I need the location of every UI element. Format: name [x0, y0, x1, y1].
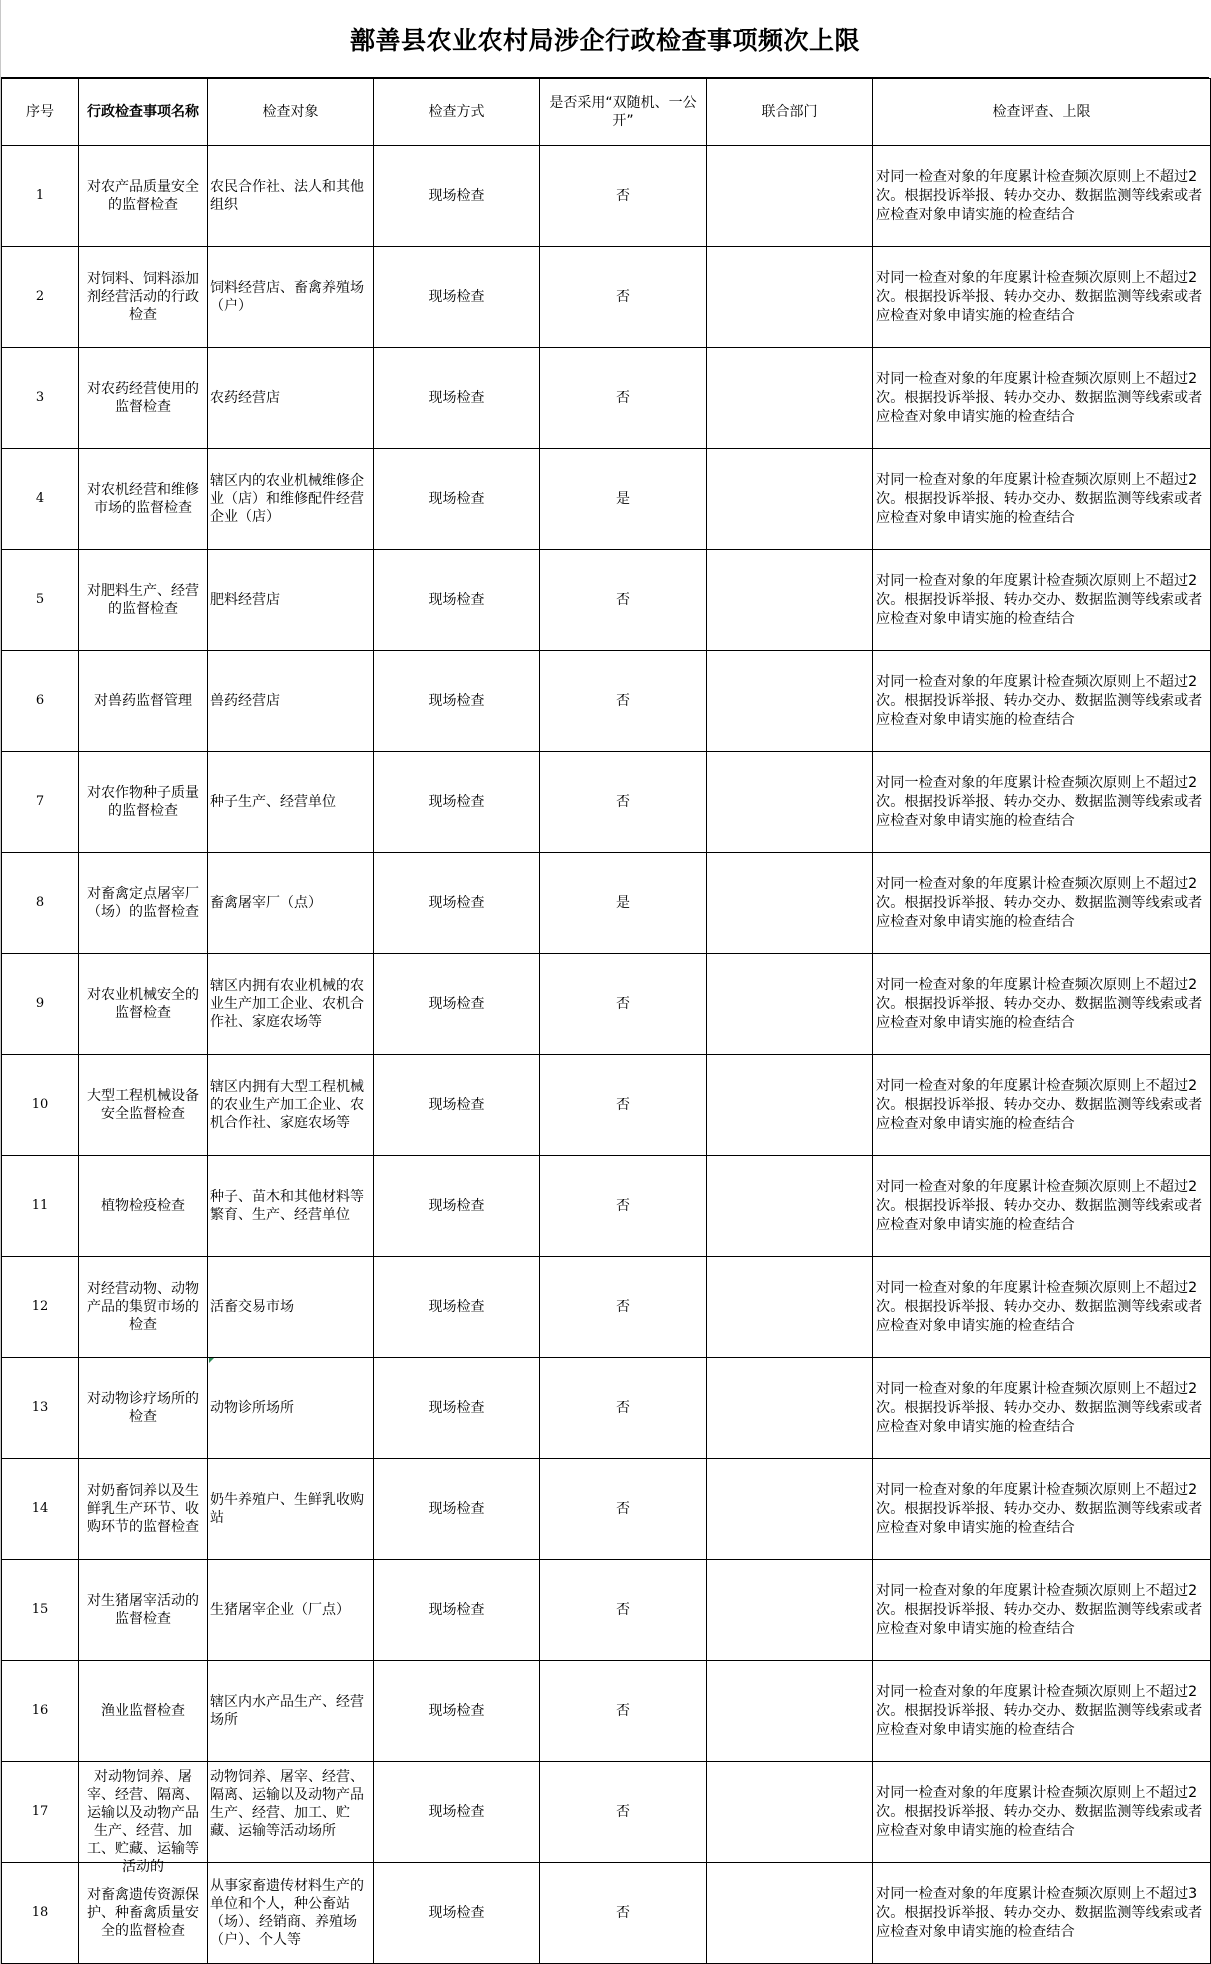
cell-method: 现场检查 [374, 1863, 540, 1964]
cell-limit: 对同一检查对象的年度累计检查频次原则上不超过2次。根据投诉举报、转办交办、数据监测等线索或者应检查对象申请实施的检查结合 [873, 550, 1211, 651]
cell-item-name: 对兽药监督管理 [79, 651, 208, 752]
cell-item-name: 对农作物种子质量的监督检查 [79, 752, 208, 853]
cell-dept [707, 1459, 873, 1560]
table-row [2, 1459, 1211, 1560]
table-row [2, 1762, 1211, 1863]
cell-item-name: 渔业监督检查 [79, 1661, 208, 1762]
cell-limit: 对同一检查对象的年度累计检查频次原则上不超过2次。根据投诉举报、转办交办、数据监测等线索或者应检查对象申请实施的检查结合 [873, 1560, 1211, 1661]
cell-object: 农药经营店 [208, 348, 374, 449]
cell-no: 1 [2, 146, 79, 247]
cell-item-name: 对农业机械安全的监督检查 [79, 954, 208, 1055]
cell-method: 现场检查 [374, 651, 540, 752]
cell-no: 7 [2, 752, 79, 853]
cell-object: 生猪屠宰企业（厂点） [208, 1560, 374, 1661]
cell-random: 否 [540, 1055, 707, 1156]
cell-no: 17 [2, 1762, 79, 1863]
cell-limit: 对同一检查对象的年度累计检查频次原则上不超过2次。根据投诉举报、转办交办、数据监测等线索或者应检查对象申请实施的检查结合 [873, 853, 1211, 954]
cell-item-name: 对动物诊疗场所的检查 [79, 1358, 208, 1459]
table-row [2, 550, 1211, 651]
cell-dept [707, 247, 873, 348]
cell-object-text: 动物饲养、屠宰、经营、隔离、运输以及动物产品生产、经营、加工、贮藏、运输等活动场所 [210, 1769, 364, 1839]
cell-no: 2 [2, 247, 79, 348]
cell-no: 4 [2, 449, 79, 550]
cell-dept [707, 1661, 873, 1762]
cell-item-name: 对农产品质量安全的监督检查 [79, 146, 208, 247]
cell-method: 现场检查 [374, 1661, 540, 1762]
cell-method: 现场检查 [374, 146, 540, 247]
cell-method: 现场检查 [374, 247, 540, 348]
cell-random: 否 [540, 1257, 707, 1358]
cell-limit: 对同一检查对象的年度累计检查频次原则上不超过2次。根据投诉举报、转办交办、数据监测等线索或者应检查对象申请实施的检查结合 [873, 1156, 1211, 1257]
cell-method: 现场检查 [374, 752, 540, 853]
cell-object [208, 1762, 374, 1863]
cell-item-name: 对畜禽定点屠宰厂（场）的监督检查 [79, 853, 208, 954]
cell-random: 否 [540, 1863, 707, 1964]
cell-no: 15 [2, 1560, 79, 1661]
header-dept: 联合部门 [707, 79, 873, 146]
cell-limit: 对同一检查对象的年度累计检查频次原则上不超过2次。根据投诉举报、转办交办、数据监测等线索或者应检查对象申请实施的检查结合 [873, 348, 1211, 449]
table-row [2, 1560, 1211, 1661]
cell-object: 肥料经营店 [208, 550, 374, 651]
cell-item-name: 对经营动物、动物产品的集贸市场的检查 [79, 1257, 208, 1358]
cell-no: 5 [2, 550, 79, 651]
cell-dept [707, 1156, 873, 1257]
cell-item-name: 对农机经营和维修市场的监督检查 [79, 449, 208, 550]
table-row [2, 247, 1211, 348]
cell-limit: 对同一检查对象的年度累计检查频次原则上不超过2次。根据投诉举报、转办交办、数据监测等线索或者应检查对象申请实施的检查结合 [873, 247, 1211, 348]
table-row [2, 853, 1211, 954]
cell-method: 现场检查 [374, 1055, 540, 1156]
cell-method: 现场检查 [374, 1762, 540, 1863]
cell-marker [209, 1358, 214, 1363]
cell-object: 辖区内拥有农业机械的农业生产加工企业、农机合作社、家庭农场等 [208, 954, 374, 1055]
cell-no: 3 [2, 348, 79, 449]
cell-no: 16 [2, 1661, 79, 1762]
cell-dept [707, 954, 873, 1055]
cell-method: 现场检查 [374, 1560, 540, 1661]
table-row [2, 651, 1211, 752]
cell-no: 14 [2, 1459, 79, 1560]
cell-random: 否 [540, 1560, 707, 1661]
cell-object: 活畜交易市场 [208, 1257, 374, 1358]
cell-random: 否 [540, 550, 707, 651]
table-row [2, 1661, 1211, 1762]
cell-object: 动物诊所场所 [208, 1358, 374, 1459]
cell-method: 现场检查 [374, 449, 540, 550]
cell-no: 18 [2, 1863, 79, 1964]
cell-method: 现场检查 [374, 853, 540, 954]
cell-random: 是 [540, 449, 707, 550]
table-row [2, 348, 1211, 449]
cell-item-name: 大型工程机械设备安全监督检查 [79, 1055, 208, 1156]
table-row [2, 449, 1211, 550]
cell-limit: 对同一检查对象的年度累计检查频次原则上不超过2次。根据投诉举报、转办交办、数据监测等线索或者应检查对象申请实施的检查结合 [873, 954, 1211, 1055]
cell-limit: 对同一检查对象的年度累计检查频次原则上不超过2次。根据投诉举报、转办交办、数据监测等线索或者应检查对象申请实施的检查结合 [873, 1358, 1211, 1459]
cell-object: 兽药经营店 [208, 651, 374, 752]
cell-dept [707, 1257, 873, 1358]
cell-random: 是 [540, 853, 707, 954]
cell-object: 辖区内拥有大型工程机械的农业生产加工企业、农机合作社、家庭农场等 [208, 1055, 374, 1156]
table-row [2, 1055, 1211, 1156]
cell-dept [707, 1055, 873, 1156]
cell-method: 现场检查 [374, 1257, 540, 1358]
cell-method: 现场检查 [374, 550, 540, 651]
cell-object: 从事家畜遗传材料生产的单位和个人，种公畜站（场）、经销商、养殖场（户）、个人等 [208, 1863, 374, 1964]
cell-random: 否 [540, 1459, 707, 1560]
header-object: 检查对象 [208, 79, 374, 146]
cell-object: 辖区内的农业机械维修企业（店）和维修配件经营企业（店） [208, 449, 374, 550]
cell-limit: 对同一检查对象的年度累计检查频次原则上不超过2次。根据投诉举报、转办交办、数据监测等线索或者应检查对象申请实施的检查结合 [873, 651, 1211, 752]
table-row [2, 146, 1211, 247]
cell-dept [707, 853, 873, 954]
cell-no: 6 [2, 651, 79, 752]
cell-random: 否 [540, 348, 707, 449]
cell-dept [707, 550, 873, 651]
cell-limit: 对同一检查对象的年度累计检查频次原则上不超过2次。根据投诉举报、转办交办、数据监测等线索或者应检查对象申请实施的检查结合 [873, 1661, 1211, 1762]
cell-object: 种子生产、经营单位 [208, 752, 374, 853]
cell-object: 种子、苗木和其他材料等繁育、生产、经营单位 [208, 1156, 374, 1257]
cell-method: 现场检查 [374, 954, 540, 1055]
cell-method: 现场检查 [374, 1156, 540, 1257]
page-title: 鄯善县农业农村局涉企行政检查事项频次上限 [1, 0, 1209, 78]
table-row [2, 954, 1211, 1055]
cell-random: 否 [540, 651, 707, 752]
cell-dept [707, 1560, 873, 1661]
header-random: 是否采用“双随机、一公开” [540, 79, 707, 146]
cell-random: 否 [540, 1661, 707, 1762]
cell-object: 奶牛养殖户、生鲜乳收购站 [208, 1459, 374, 1560]
cell-no: 8 [2, 853, 79, 954]
cell-limit: 对同一检查对象的年度累计检查频次原则上不超过2次。根据投诉举报、转办交办、数据监测等线索或者应检查对象申请实施的检查结合 [873, 1257, 1211, 1358]
cell-dept [707, 348, 873, 449]
cell-no: 12 [2, 1257, 79, 1358]
cell-item-name: 对农药经营使用的监督检查 [79, 348, 208, 449]
header-no: 序号 [2, 79, 79, 146]
cell-item-name: 对奶畜饲养以及生鲜乳生产环节、收购环节的监督检查 [79, 1459, 208, 1560]
cell-limit: 对同一检查对象的年度累计检查频次原则上不超过2次。根据投诉举报、转办交办、数据监测等线索或者应检查对象申请实施的检查结合 [873, 146, 1211, 247]
cell-object: 畜禽屠宰厂（点） [208, 853, 374, 954]
cell-item-name: 植物检疫检查 [79, 1156, 208, 1257]
cell-dept [707, 651, 873, 752]
header-limit: 检查评查、上限 [873, 79, 1211, 146]
cell-method: 现场检查 [374, 1358, 540, 1459]
cell-random: 否 [540, 1156, 707, 1257]
table-row [2, 1257, 1211, 1358]
cell-dept [707, 146, 873, 247]
cell-no: 11 [2, 1156, 79, 1257]
cell-dept [707, 1762, 873, 1863]
cell-limit: 对同一检查对象的年度累计检查频次原则上不超过2次。根据投诉举报、转办交办、数据监测等线索或者应检查对象申请实施的检查结合 [873, 752, 1211, 853]
cell-no: 10 [2, 1055, 79, 1156]
table-row [2, 1156, 1211, 1257]
table-row [2, 1863, 1211, 1964]
cell-item-name: 对饲料、饲料添加剂经营活动的行政检查 [79, 247, 208, 348]
cell-item-name-text: 对动物饲养、屠宰、经营、隔离、运输以及动物产品生产、经营、加工、贮藏、运输等活动的 [87, 1769, 199, 1875]
cell-item-name: 对肥料生产、经营的监督检查 [79, 550, 208, 651]
cell-random: 否 [540, 1762, 707, 1863]
cell-dept [707, 1863, 873, 1964]
cell-limit: 对同一检查对象的年度累计检查频次原则上不超过2次。根据投诉举报、转办交办、数据监测等线索或者应检查对象申请实施的检查结合 [873, 1459, 1211, 1560]
header-row [2, 79, 1211, 146]
table-header [2, 79, 1211, 146]
table-row [2, 1358, 1211, 1459]
cell-dept [707, 449, 873, 550]
inspection-table [1, 78, 1211, 1964]
cell-method: 现场检查 [374, 1459, 540, 1560]
cell-limit: 对同一检查对象的年度累计检查频次原则上不超过3次。根据投诉举报、转办交办、数据监测等线索或者应检查对象申请实施的检查结合 [873, 1863, 1211, 1964]
cell-object: 辖区内水产品生产、经营场所 [208, 1661, 374, 1762]
cell-item-name: 对生猪屠宰活动的监督检查 [79, 1560, 208, 1661]
cell-random: 否 [540, 954, 707, 1055]
cell-object: 农民合作社、法人和其他组织 [208, 146, 374, 247]
cell-method: 现场检查 [374, 348, 540, 449]
header-name: 行政检查事项名称 [79, 79, 208, 146]
cell-dept [707, 752, 873, 853]
cell-item-name: 对畜禽遗传资源保护、种畜禽质量安全的监督检查 [79, 1863, 208, 1964]
cell-item-name [79, 1762, 208, 1875]
cell-limit: 对同一检查对象的年度累计检查频次原则上不超过2次。根据投诉举报、转办交办、数据监测等线索或者应检查对象申请实施的检查结合 [873, 1055, 1211, 1156]
cell-random: 否 [540, 247, 707, 348]
table-row [2, 752, 1211, 853]
cell-random: 否 [540, 1358, 707, 1459]
header-method: 检查方式 [374, 79, 540, 146]
cell-object: 饲料经营店、畜禽养殖场（户） [208, 247, 374, 348]
cell-dept [707, 1358, 873, 1459]
cell-no: 9 [2, 954, 79, 1055]
table-body [2, 146, 1211, 1964]
cell-random: 否 [540, 752, 707, 853]
cell-limit: 对同一检查对象的年度累计检查频次原则上不超过2次。根据投诉举报、转办交办、数据监测等线索或者应检查对象申请实施的检查结合 [873, 1762, 1211, 1863]
cell-no: 13 [2, 1358, 79, 1459]
cell-random: 否 [540, 146, 707, 247]
cell-limit: 对同一检查对象的年度累计检查频次原则上不超过2次。根据投诉举报、转办交办、数据监测等线索或者应检查对象申请实施的检查结合 [873, 449, 1211, 550]
